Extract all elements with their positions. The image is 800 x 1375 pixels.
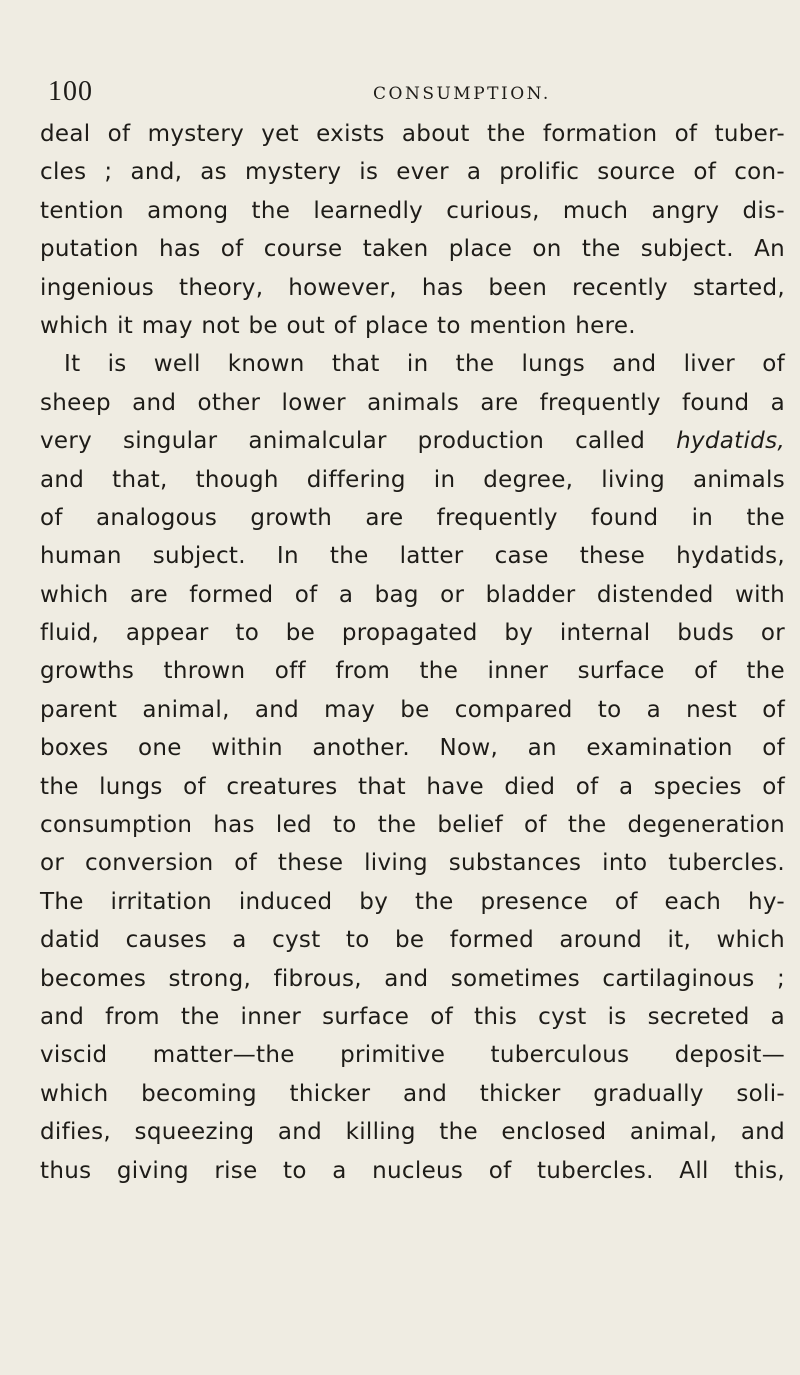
text-line: putation has of course taken place on the subject. An [40, 236, 785, 263]
text-line: and from the inner surface of this cyst is secreted a [40, 1003, 785, 1030]
text-line: sheep and other lower animals are frequently found a [40, 389, 785, 416]
text-line: cles ; and, as mystery is ever a prolific source of con- [40, 159, 785, 186]
text-line: which are formed of a bag or bladder distended with [40, 581, 785, 608]
text-line: of analogous growth are frequently found in the [40, 504, 785, 531]
text-line: difies, squeezing and killing the enclosed animal, and [40, 1119, 785, 1146]
text-line: deal of mystery yet exists about the formation of tuber- [40, 121, 785, 147]
text-line: growths thrown off from the inner surface of the [40, 658, 785, 685]
text-line: the lungs of creatures that have died of a species of [40, 773, 785, 800]
text-line: datid causes a cyst to be formed around it, which [40, 927, 785, 954]
text-line: which it may not be out of place to mention here. [40, 312, 636, 339]
text-line: or conversion of these living substances into tubercles. [40, 850, 785, 877]
text-line: The irritation induced by the presence of each hy- [40, 888, 785, 915]
page-header [48, 76, 788, 106]
text-line: It is well known that in the lungs and liver of [64, 351, 785, 378]
text-line: thus giving rise to a nucleus of tubercles. All this, [40, 1157, 785, 1184]
text-line: viscid matter—the primitive tuberculous deposit— [40, 1042, 785, 1069]
text-line: becomes strong, fibrous, and sometimes cartilaginous ; [40, 965, 785, 992]
running-head: CONSUMPTION. [373, 84, 551, 104]
text-line: which becoming thicker and thicker gradually soli- [40, 1080, 785, 1107]
text-line-with-italic [40, 422, 785, 460]
text-line: boxes one within another. Now, an examination of [40, 735, 785, 762]
italic-term: hydatids, [676, 428, 785, 455]
text-line: and that, though differing in degree, living animals [40, 466, 785, 493]
page-number: 100 [48, 76, 93, 107]
text-line: tention among the learnedly curious, much angry dis- [40, 197, 785, 224]
text-line: human subject. In the latter case these hydatids, [40, 543, 785, 570]
text-line: ingenious theory, however, has been recently started, [40, 274, 785, 301]
text-line: parent animal, and may be compared to a nest of [40, 696, 785, 723]
text-segment: very singular animalcular production called [40, 428, 646, 455]
text-line: consumption has led to the belief of the degeneration [40, 812, 785, 839]
text-line: fluid, appear to be propagated by internal buds or [40, 620, 785, 647]
body-text [40, 115, 785, 1190]
